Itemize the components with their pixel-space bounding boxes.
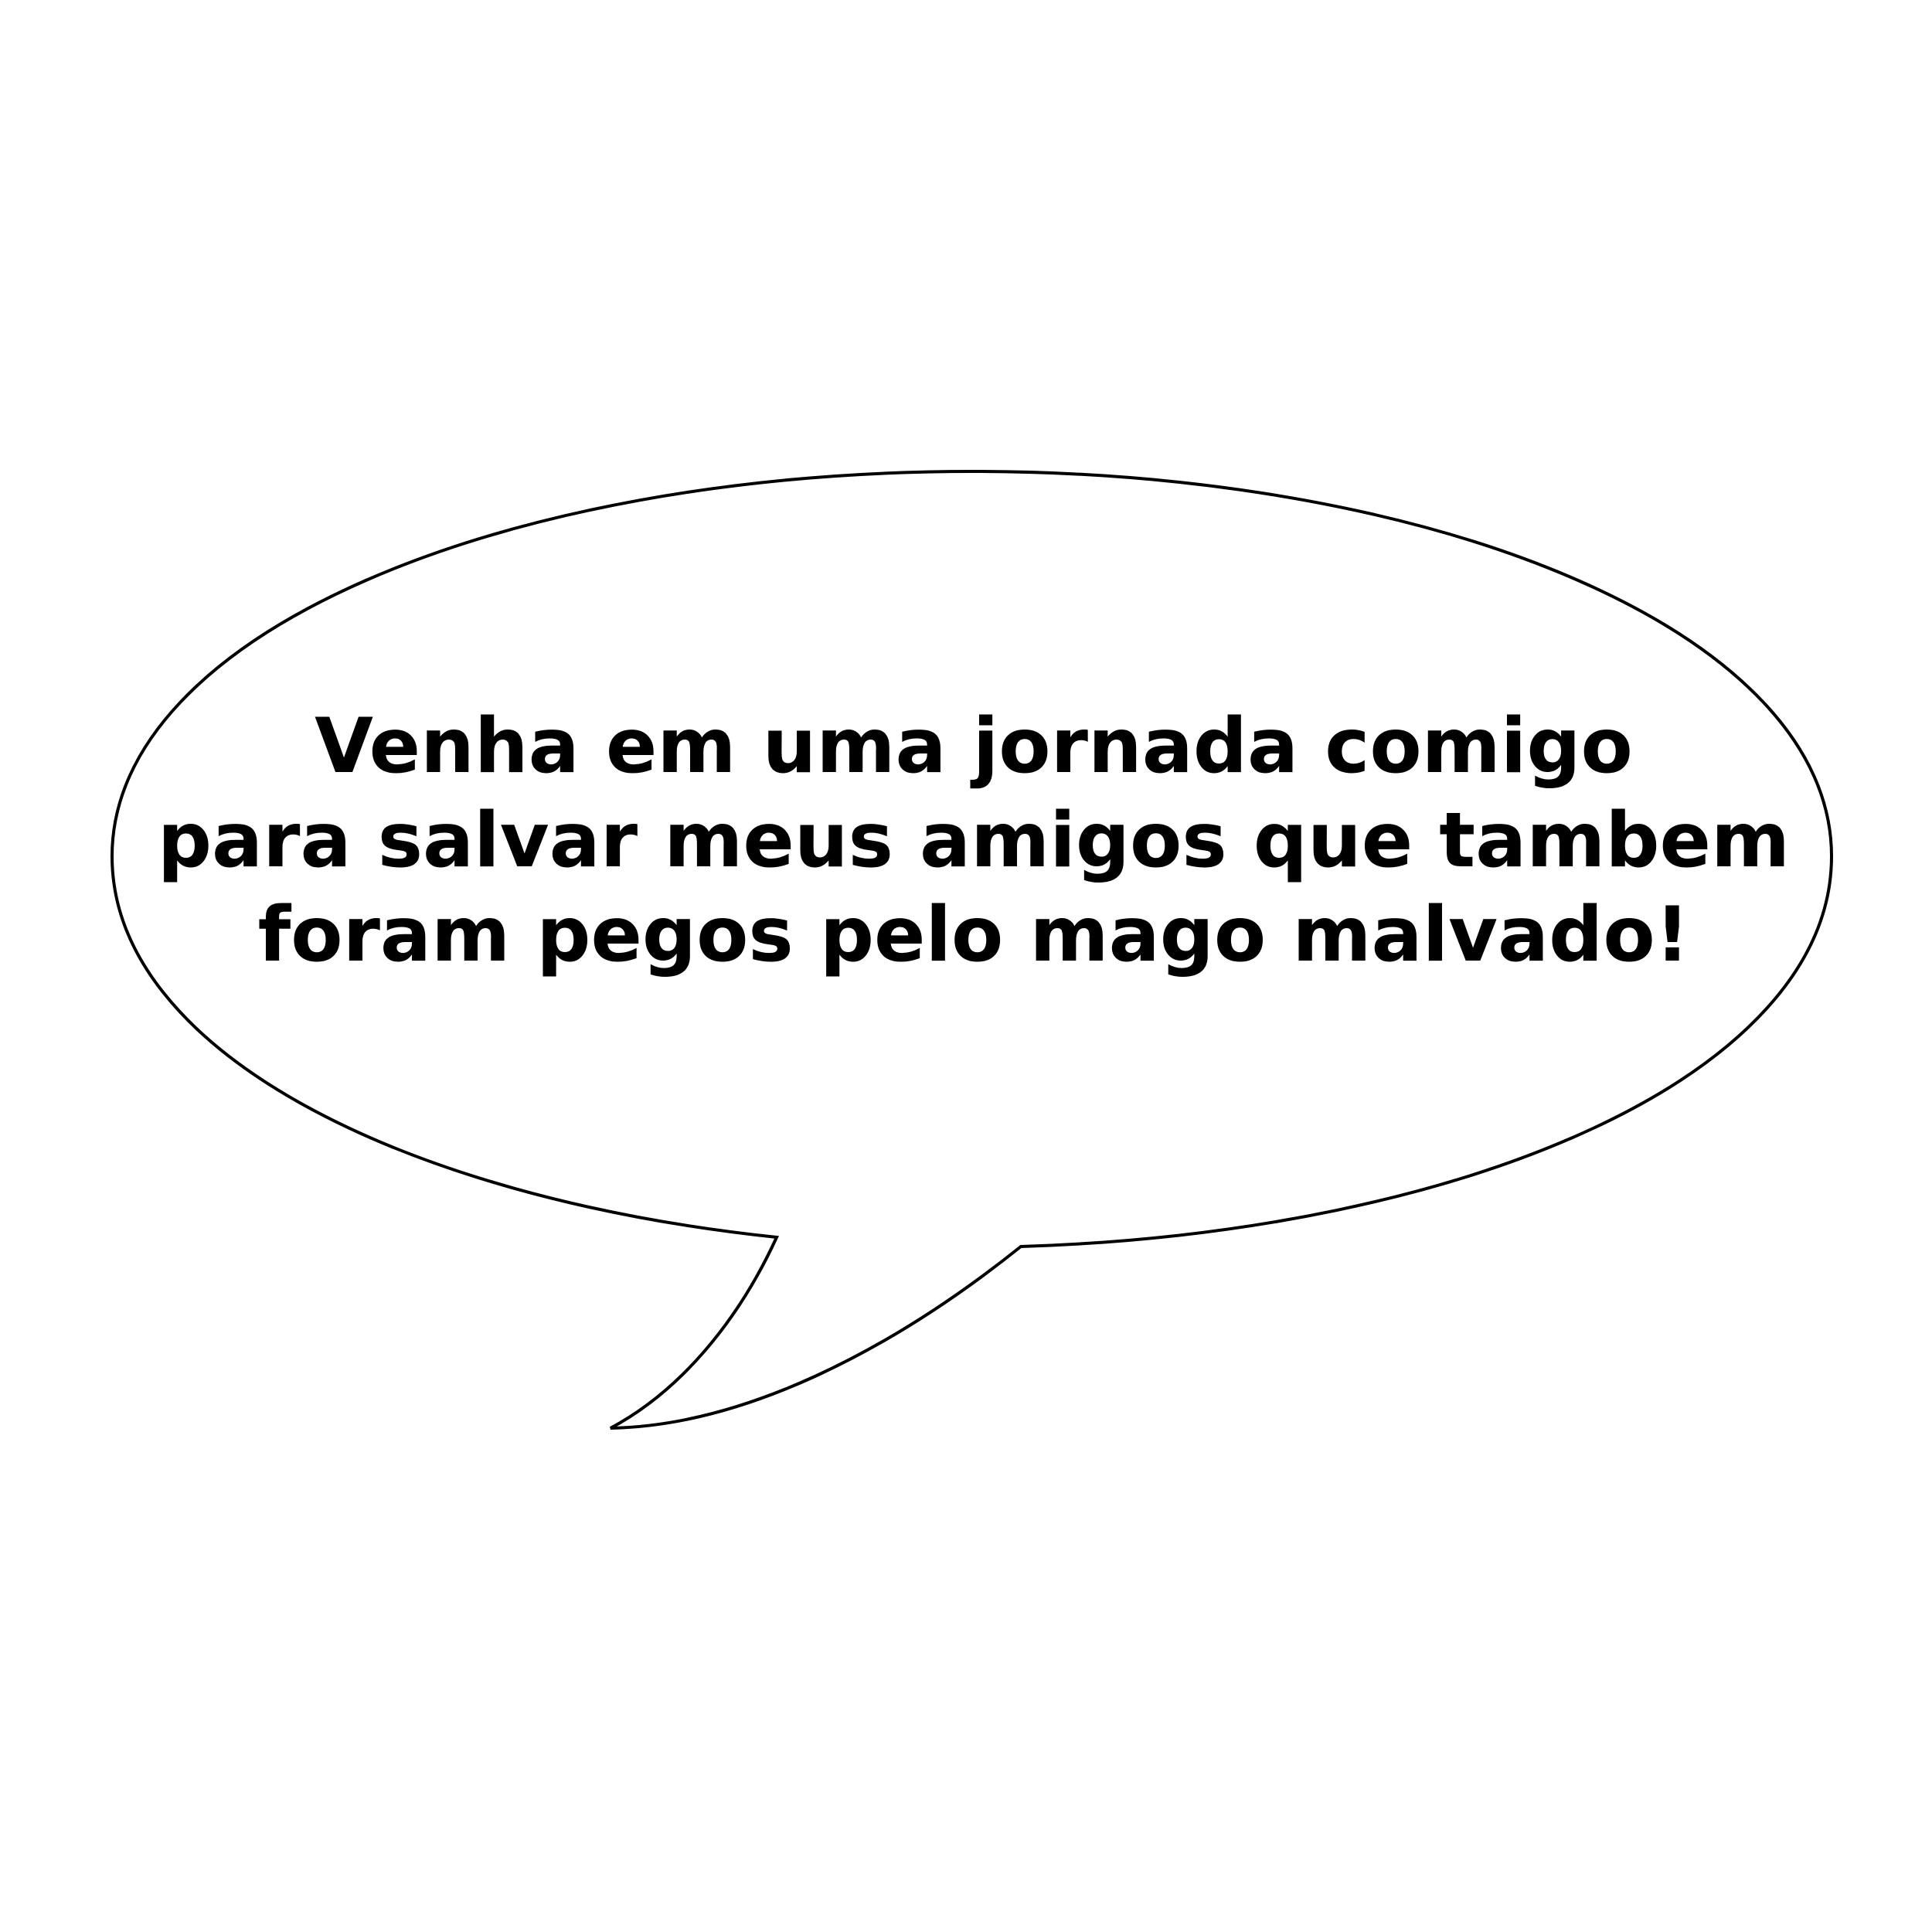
speech-line-3: foram pegos pelo mago malvado! [257, 891, 1690, 979]
speech-bubble-text [155, 699, 1793, 982]
speech-line-1: Venha em uma jornada comigo [315, 702, 1633, 791]
speech-line-2: para salvar meus amigos que tambem [157, 797, 1791, 885]
